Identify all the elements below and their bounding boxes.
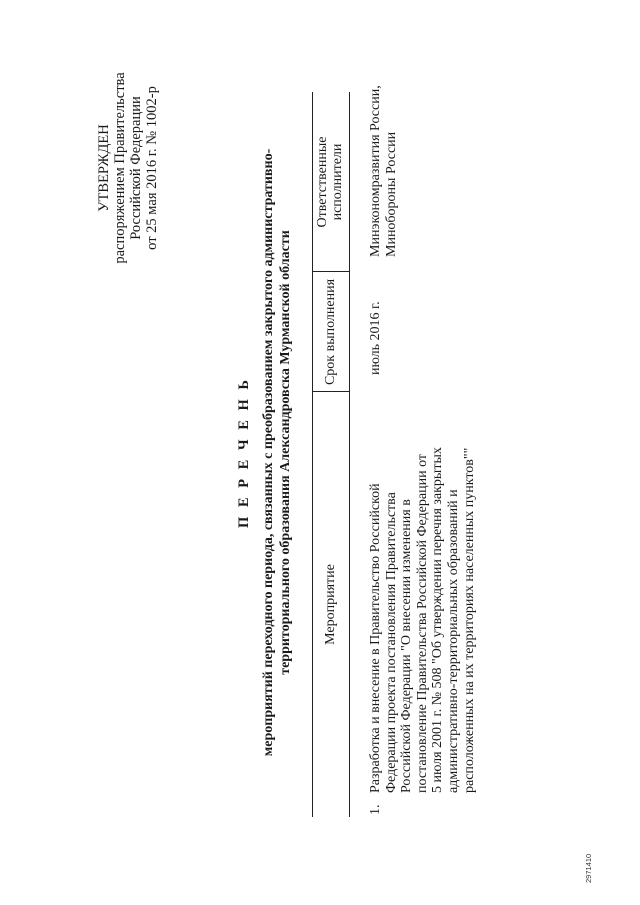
header-event: Мероприятие — [322, 564, 338, 645]
row-deadline: июль 2016 г. — [368, 301, 383, 375]
event-line: постановление Правительства Российской Федерации от — [414, 453, 430, 793]
document-subtitle — [260, 0, 294, 905]
header-executors-line-1: Ответственные — [315, 136, 330, 228]
executor-line: Минобороны России — [383, 131, 399, 257]
row-event — [368, 443, 477, 793]
event-line: Федерации проекта постановления Правительства — [383, 492, 399, 793]
header-executors-line-2: исполнители — [330, 143, 345, 221]
executor-line: Минэкономразвития России, — [368, 85, 383, 257]
approval-authority-country: Российской Федерации — [128, 96, 144, 240]
subtitle-line-2: территориального образования Александровска Мурманской области — [278, 230, 293, 675]
event-line: Российской Федерации "О внесении изменения в — [399, 499, 415, 793]
event-line: расположенных на их территориях населенных пунктов"" — [461, 447, 477, 793]
approval-title: УТВЕРЖДЕН — [96, 124, 112, 212]
approval-stamp — [96, 33, 160, 303]
header-executors — [312, 92, 348, 272]
row-number: 1. — [368, 804, 383, 815]
subtitle-line-1: мероприятий переходного периода, связанных с преобразованием закрытого административно- — [261, 148, 276, 757]
approval-authority: распоряжением Правительства — [112, 72, 128, 264]
event-line: 5 июля 2001 г. № 508 "Об утверждении перечня закрытых — [430, 447, 446, 793]
document-id: 2971410 — [584, 853, 593, 883]
row-executors — [368, 85, 399, 257]
event-line: Разработка и внесение в Правительство Российской — [368, 483, 383, 793]
event-line: административно-территориальных образований и — [445, 489, 461, 793]
header-deadline: Срок выполнения — [322, 278, 338, 386]
table-header-rule — [349, 92, 350, 817]
approval-date-number: от 25 мая 2016 г. № 1002-р — [144, 86, 160, 250]
document-heading: П Е Р Е Ч Е Н Ь — [236, 376, 252, 529]
